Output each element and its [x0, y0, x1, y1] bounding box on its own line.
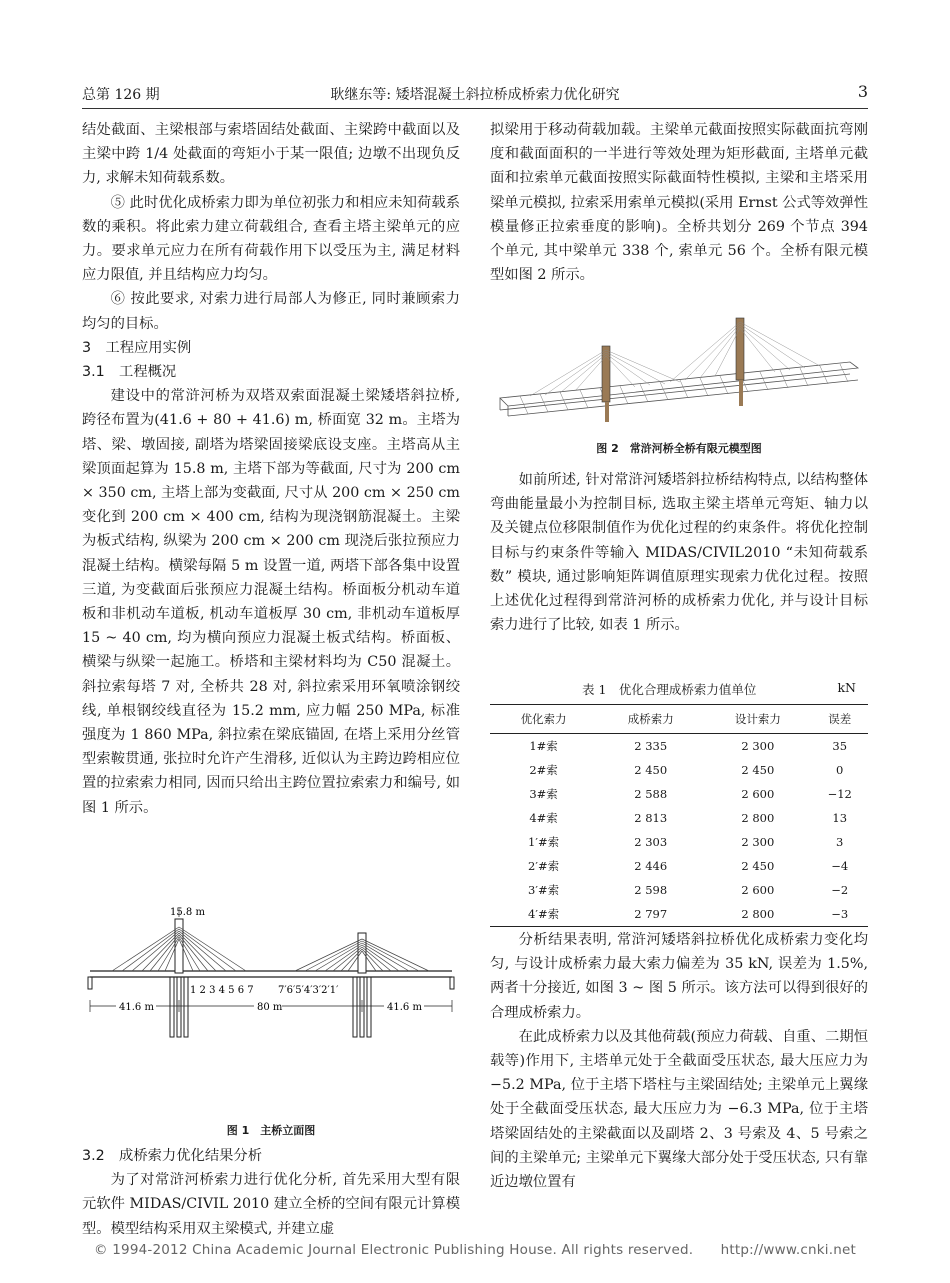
cable-numbers-right: 7′6′5′4′3′2′1′ — [278, 985, 339, 996]
table-cell: 2 800 — [704, 902, 811, 927]
paragraph: 为了对常浒河桥索力进行优化分析, 首先采用大型有限元软件 MIDAS/CIVIL 2010 建立全桥的空间有限元计算模型。模型结构采用双主梁模式, 并建立虚 — [82, 1172, 460, 1237]
table-cell: 4#索 — [529, 811, 558, 825]
table-cell: 2 335 — [634, 739, 668, 753]
figure-1-caption: 图 1 主桥立面图 — [226, 1124, 316, 1137]
table-1-cable-forces — [490, 704, 868, 927]
table-cell: 2 300 — [741, 835, 775, 849]
table-cell: 2 450 — [634, 763, 668, 777]
right-column — [490, 118, 868, 287]
header-rule — [82, 108, 868, 109]
page-number: 3 — [857, 82, 868, 101]
table-cell: 1′#索 — [528, 835, 560, 849]
table-cell: 3′#索 — [528, 883, 560, 897]
column-header: 成桥索力 — [597, 705, 704, 734]
table-cell: 2 797 — [597, 902, 704, 927]
table-cell: 4′#索 — [490, 902, 597, 927]
column-header: 优化索力 — [490, 705, 597, 734]
figure-1-bridge-elevation — [82, 905, 460, 1105]
table-cell: 2 588 — [634, 787, 668, 801]
tower-height-label: 15.8 m — [170, 907, 205, 918]
table-cell: 2′#索 — [528, 859, 560, 873]
table-cell: 0 — [836, 763, 844, 777]
table-cell: 35 — [832, 739, 848, 753]
table-row — [490, 878, 868, 902]
running-title: 耿继东等: 矮塔混凝土斜拉桥成桥索力优化研究 — [330, 87, 620, 103]
paragraph: 分析结果表明, 常浒河矮塔斜拉桥优化成桥索力变化均匀, 与设计成桥索力最大索力偏差为 35 kN, 误差为 1.5%, 两者十分接近, 如图 3 ~ 图 5 所示。该方法可以得到很好的合理成桥索力。 — [490, 932, 868, 1021]
span-right-label: 41.6 m — [387, 1002, 422, 1013]
left-column-bottom — [82, 1144, 460, 1241]
paragraph: ⑥ 按此要求, 对索力进行局部人为修正, 同时兼顾索力均匀的目标。 — [82, 291, 460, 332]
table-row — [490, 854, 868, 878]
table-row — [490, 782, 868, 806]
column-header: 误差 — [811, 705, 868, 734]
paragraph: 建设中的常浒河桥为双塔双索面混凝土梁矮塔斜拉桥, 跨径布置为(41.6 + 80 + 41.6) m, 桥面宽 32 m。主塔为塔、梁、墩固接, 副塔为塔梁固接梁底设支座。主塔高从主梁顶面起算为 15.8 m, 主塔下部为等截面, 尺寸为 200 cm × 350 cm, 主塔上部为变截面, 尺寸从 200 cm × 250 cm 变化到 200 cm × 400 cm, 结构为现浇钢筋混凝土。主梁为板式结构, 纵梁为 200 cm × 200 cm 现浇后张拉预应力混凝土结构。横梁每隔 5 m 设置一道, 两塔下部各集中设置三道, 为变截面后张预应力混凝土结构。桥面板分机动车道板和非机动车道板, 机动车道板厚 30 cm, 非机动车道板厚 15 ~ 40 cm, 均为横向预应力混凝土板式结构。桥面板、横梁与纵梁一起施工。桥塔和主梁材料均为 C50 混凝土。斜拉索每塔 7 对, 全桥共 28 对, 斜拉索采用环氧喷涂钢绞线, 单根钢绞线直径为 15.2 mm, 应力幅 250 MPa, 标准强度为 1 860 MPa, 斜拉索在梁底锚固, 在塔上采用分丝管型索鞍贯通, 张拉时允许产生滑移, 近似认为主跨边跨相应位置的拉索索力相同, 因而只给出主跨位置拉索索力和编号, 如图 1 所示。 — [82, 388, 460, 816]
span-main-label: 80 m — [257, 1002, 283, 1013]
table-cell: 1#索 — [529, 739, 558, 753]
table-unit: kN — [837, 680, 856, 695]
table-header-row — [490, 705, 868, 734]
issue-number: 总第 126 期 — [82, 87, 160, 103]
table-cell: 2 450 — [741, 763, 775, 777]
table-cell: 3 — [836, 835, 844, 849]
table-cell: 2 598 — [634, 883, 668, 897]
table-cell: 2 600 — [741, 883, 775, 897]
paragraph: 拟梁用于移动荷载加载。主梁单元截面按照实际截面抗弯刚度和截面面积的一半进行等效处理为矩形截面, 主塔单元截面和拉索单元截面按照实际截面特性模拟, 主梁和主塔采用梁单元模拟, 拉索采用索单元模拟(采用 Ernst 公式等效弹性模量修正拉索垂度的影响)。全桥共划分 269 个节点 394 个单元, 其中梁单元 338 个, 索单元 56 个。全桥有限元模型如图 2 所示。 — [490, 122, 868, 284]
table-row — [490, 758, 868, 782]
table-cell: −12 — [827, 787, 852, 801]
left-column — [82, 118, 460, 820]
table-row — [490, 902, 868, 927]
table-cell: −4 — [831, 859, 849, 873]
paragraph: 在此成桥索力以及其他荷载(预应力荷载、自重、二期恒载等)作用下, 主塔单元处于全截面受压状态, 最大压应力为 −5.2 MPa, 位于主塔下塔柱与主梁固结处; 主梁单元上翼缘处于全截面受压状态, 最大压应力为 −6.3 MPa, 位于主塔塔梁固结处的主梁截面以及副塔 2、3 号索及 4、5 号索之间的主梁单元; 主梁单元下翼缘大部分处于受压状态, 只有靠近边墩位置有 — [490, 1028, 868, 1191]
paragraph: ⑤ 此时优化成桥索力即为单位初张力和相应未知荷载系数的乘积。将此索力建立荷载组合, 查看主塔主梁单元的应力。要求单元应力在所有荷载作用下以受压为主, 满足材料应力限值, 并且结构应力均匀。 — [82, 194, 460, 284]
right-column-bottom — [490, 928, 868, 1194]
table-cell: −2 — [831, 883, 849, 897]
table-cell: 13 — [832, 811, 848, 825]
span-left-label: 41.6 m — [119, 1002, 154, 1013]
table-cell: 2 300 — [741, 739, 775, 753]
table-cell: 2 446 — [634, 859, 668, 873]
section-heading: 3 工程应用实例 — [82, 339, 192, 356]
figure-2-caption: 图 2 常浒河桥全桥有限元模型图 — [596, 442, 762, 455]
copyright-footer: © 1994-2012 China Academic Journal Electronic Publishing House. All rights reserved. http://www.cnki.net — [94, 1242, 856, 1258]
table-caption-text: 表 1 优化合理成桥索力值单位 — [582, 682, 757, 697]
table-row — [490, 806, 868, 830]
table-row — [490, 830, 868, 854]
table-cell: 2#索 — [529, 763, 558, 777]
table-cell: −3 — [811, 902, 868, 927]
paragraph: 结处截面、主梁根部与索塔固结处截面、主梁跨中截面以及主梁中跨 1/4 处截面的弯矩小于某一限值; 边墩不出现负反力, 求解未知荷载系数。 — [82, 122, 460, 187]
paragraph: 如前所述, 针对常浒河矮塔斜拉桥结构特点, 以结构整体弯曲能量最小为控制目标, 选取主梁主塔单元弯矩、轴力以及关键点位移限制值作为优化过程的约束条件。将优化控制目标与约束条件等输入 MIDAS/CIVIL2010 “未知荷载系数” 模块, 通过影响矩阵调值原理实现索力优化过程。按照上述优化过程得到常浒河桥的成桥索力优化, 并与设计目标索力进行了比较, 如表 1 所示。 — [490, 472, 868, 634]
table-row — [490, 734, 868, 759]
table-cell: 2 600 — [741, 787, 775, 801]
table-cell: 2 813 — [634, 811, 668, 825]
figure-2-fe-model — [490, 310, 868, 430]
table-cell: 2 800 — [741, 811, 775, 825]
subsection-heading: 3.2 成桥索力优化结果分析 — [82, 1148, 263, 1164]
table-cell: 2 450 — [741, 859, 775, 873]
table-cell: 2 303 — [634, 835, 668, 849]
right-column-mid — [490, 468, 868, 637]
cable-numbers-left: 1 2 3 4 5 6 7 — [190, 985, 254, 996]
subsection-heading: 3.1 工程概况 — [82, 364, 177, 381]
table-cell: 3#索 — [529, 787, 558, 801]
column-header: 设计索力 — [704, 705, 811, 734]
